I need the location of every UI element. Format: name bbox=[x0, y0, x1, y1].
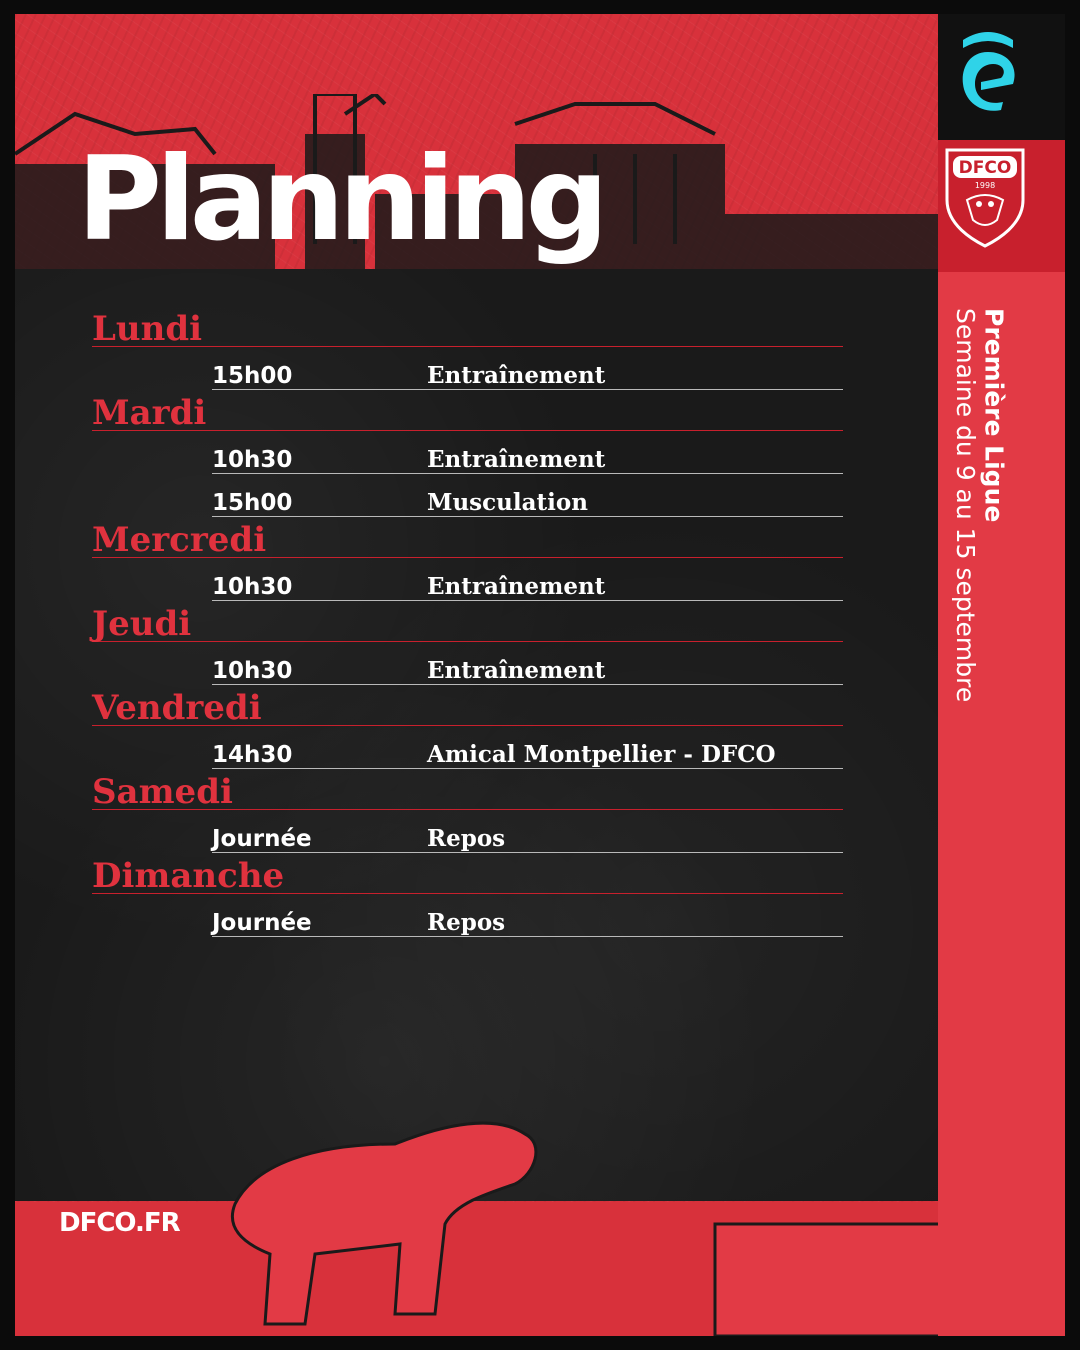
slot-time: Journée bbox=[212, 909, 312, 936]
day-name: Dimanche bbox=[92, 856, 285, 896]
day-header bbox=[92, 853, 843, 894]
schedule-row bbox=[212, 810, 843, 853]
slot-time: 14h30 bbox=[212, 741, 293, 768]
slot-time: 10h30 bbox=[212, 657, 293, 684]
schedule-row bbox=[212, 474, 843, 517]
poster bbox=[15, 14, 1065, 1336]
weekly-schedule bbox=[92, 306, 843, 937]
week-range: Semaine du 9 au 15 septembre bbox=[950, 308, 980, 703]
slot-time: 10h30 bbox=[212, 446, 293, 473]
slot-activity: Repos bbox=[427, 908, 506, 936]
slot-activity: Entraînement bbox=[427, 445, 606, 473]
day-header bbox=[92, 685, 843, 726]
slot-time: 10h30 bbox=[212, 573, 293, 600]
day-header bbox=[92, 390, 843, 431]
week-info bbox=[950, 308, 1008, 702]
schedule-row bbox=[212, 726, 843, 769]
slot-activity: Entraînement bbox=[427, 656, 606, 684]
schedule-row bbox=[212, 431, 843, 474]
day-name: Mardi bbox=[92, 393, 207, 433]
league-name: Première Ligue bbox=[979, 308, 1009, 523]
schedule-row bbox=[212, 558, 843, 601]
day-name: Mercredi bbox=[92, 520, 267, 560]
day-name: Samedi bbox=[92, 772, 233, 812]
bear-and-statue-illustration bbox=[15, 894, 1065, 1336]
day-header bbox=[92, 306, 843, 347]
schedule-row bbox=[212, 347, 843, 390]
slot-activity: Entraînement bbox=[427, 361, 606, 389]
page-title: Planning bbox=[77, 132, 603, 267]
slot-time: 15h00 bbox=[212, 362, 293, 389]
slot-activity: Musculation bbox=[427, 488, 588, 516]
crest-text: DFCO bbox=[958, 158, 1012, 178]
day-name: Vendredi bbox=[92, 688, 262, 728]
day-header bbox=[92, 769, 843, 810]
schedule-row bbox=[212, 642, 843, 685]
day-name: Lundi bbox=[92, 309, 203, 349]
slot-time: 15h00 bbox=[212, 489, 293, 516]
slot-activity: Repos bbox=[427, 824, 506, 852]
day-header bbox=[92, 517, 843, 558]
slot-time: Journée bbox=[212, 825, 312, 852]
website-link[interactable]: DFCO.FR bbox=[59, 1208, 180, 1238]
slot-activity: Entraînement bbox=[427, 572, 606, 600]
crest-year: 1998 bbox=[974, 181, 996, 190]
sponsor-logo-icon bbox=[953, 22, 1023, 122]
club-crest-icon bbox=[937, 140, 1033, 250]
schedule-row bbox=[212, 894, 843, 937]
day-name: Jeudi bbox=[92, 604, 192, 644]
slot-activity: Amical Montpellier - DFCO bbox=[427, 740, 776, 768]
day-header bbox=[92, 601, 843, 642]
